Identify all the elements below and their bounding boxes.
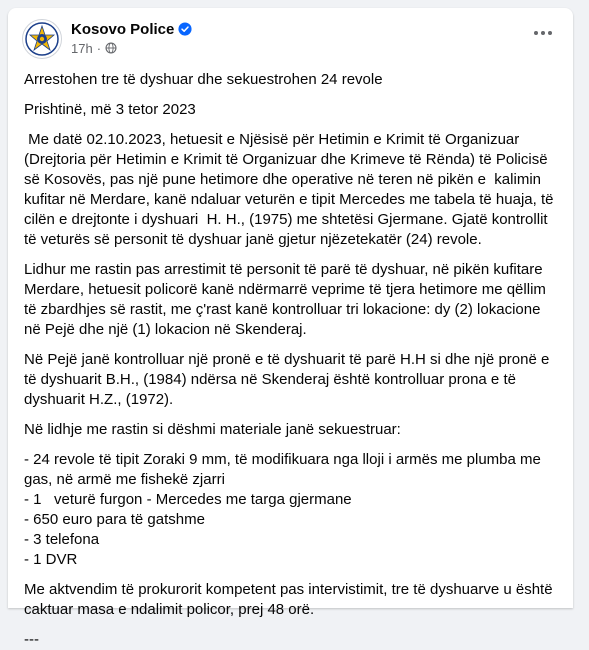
post-header [8,8,573,66]
post-paragraph-4: Në lidhje me rastin si dëshmi materiale janë sekuestruar: [24,421,401,438]
post-paragraph-2: Lidhur me rastin pas arrestimit të personit të parë të dyshuar, në pikën kufitare Merdare, hetuesit policorë kanë ndërmarrë veprime të tjera hetimore me qëllim të zbardhjes së rastit, me ç'rast kanë kontrolluar tri lokacione: dy (2) lokacione në Pejë dhe një (1) lokacion në Skenderaj. [24,261,546,338]
list-item: - 24 revole të tipit Zoraki 9 mm, të modifikuara nga lloji i armës me plumba me gas, në armë me fishekë zjarri [24,451,541,488]
post-card [8,8,573,648]
verified-badge-icon [178,22,192,36]
post-meta [71,19,192,57]
globe-icon[interactable] [105,42,117,54]
police-badge-icon [25,22,59,56]
post-timestamp[interactable]: 17h [71,40,93,56]
post-body [8,66,573,650]
author-row [71,19,192,39]
post-paragraph-5: Me aktvendim të prokurorit kompetent pas intervistimit, tre të dyshuarve u është caktuar masa e ndalimit policor, prej 48 orë. [24,581,553,618]
post-paragraph-1: Me datë 02.10.2023, hetuesit e Njësisë për Hetimin e Krimit të Organizuar (Drejtoria për Hetimin e Krimit të Organizuar dhe Krimeve të Rënda) të Policisë së Kosovës, pas një pune hetimore dhe operative në teren në pikën e kalimin kufitar në Merdare, kanë ndaluar veturën e tipit Mercedes me tabela të huaja, të cilën e drejtonte i dyshuari H. H., (1975) me shtetësi Gjermane. Gjatë kontrollit të veturës së personit të dyshuar janë gjetur njëzetekatër (24) revole. [24,131,558,248]
more-horizontal-icon [533,30,553,36]
separator-dot: · [96,40,102,56]
seized-items-list [24,450,557,570]
more-options-button[interactable] [527,17,559,49]
list-item: - 3 telefona [24,531,100,548]
author-name[interactable]: Kosovo Police [71,20,175,38]
list-item: - 650 euro para të gatshme [24,511,205,528]
avatar[interactable] [22,19,62,59]
post-paragraph-3: Në Pejë janë kontrolluar një pronë e të dyshuarit të parë H.H si dhe një pronë e të dyshuarit B.H., (1984) ndërsa në Skenderaj është kontrolluar prona e të dyshuarit H.Z., (1972). [24,351,550,408]
list-item: - 1 DVR [24,551,78,568]
post-closing: --- [24,631,39,648]
list-item: - 1 veturë furgon - Mercedes me targa gjermane [24,491,352,508]
post-title: Arrestohen tre të dyshuar dhe sekuestrohen 24 revole [24,71,383,88]
post-subline [71,39,192,57]
post-dateline: Prishtinë, më 3 tetor 2023 [24,101,196,118]
